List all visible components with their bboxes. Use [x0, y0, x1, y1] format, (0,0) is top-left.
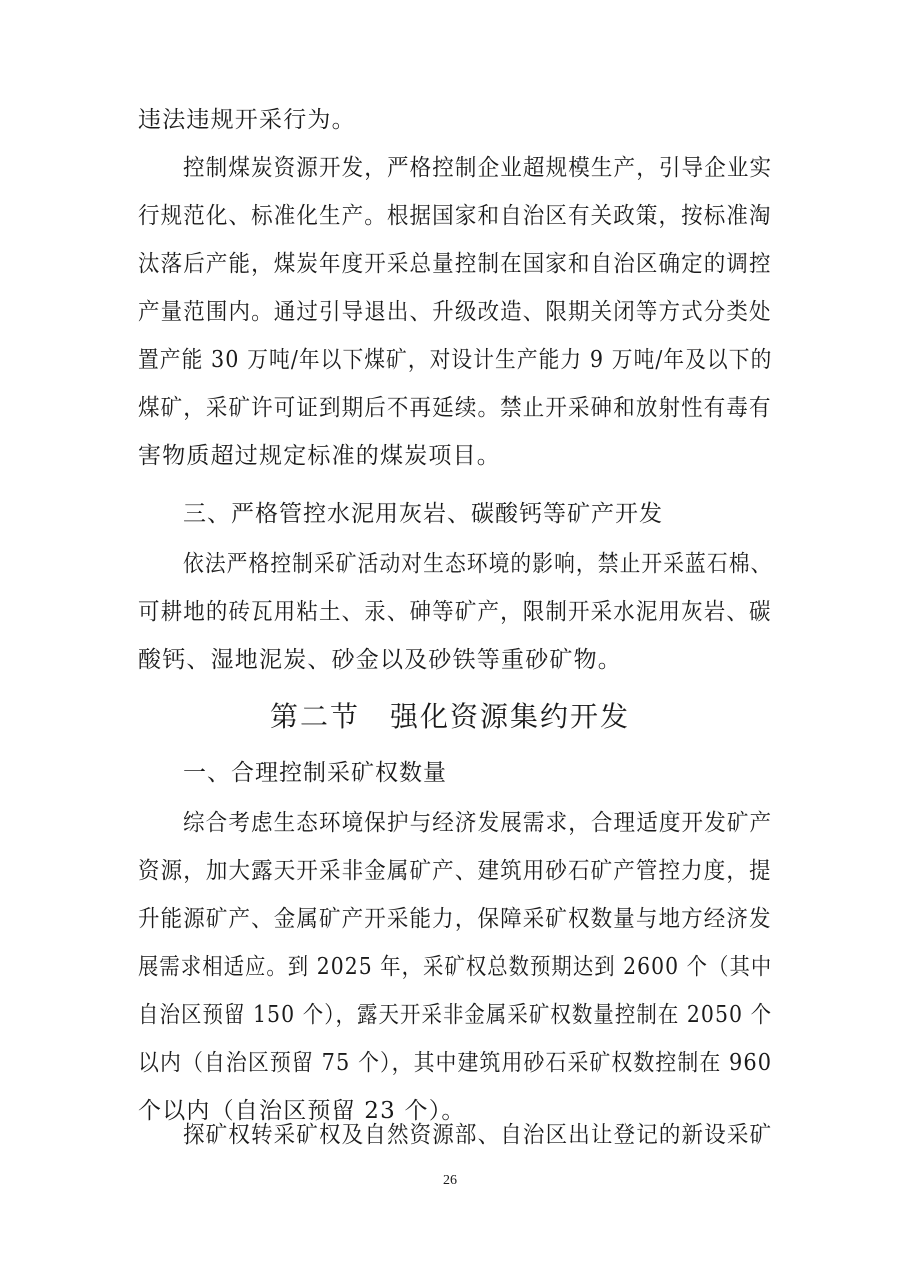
text-line: 汰落后产能，煤炭年度开采总量控制在国家和自治区确定的调控 — [138, 251, 772, 277]
text-line: 资源，加大露天开采非金属矿产、建筑用砂石矿产管控力度，提 — [138, 858, 772, 884]
text-line: 违法违规开采行为。 — [138, 107, 356, 133]
text-line: 综合考虑生态环境保护与经济发展需求，合理适度开发矿产 — [183, 810, 773, 836]
text-line: 煤矿，采矿许可证到期后不再延续。禁止开采砷和放射性有毒有 — [138, 395, 772, 421]
text-line: 个以内（自治区预留 23 个）。 — [138, 1098, 466, 1124]
text-line: 产量范围内。通过引导退出、升级改造、限期关闭等方式分类处 — [138, 299, 772, 325]
text-line: 行规范化、标准化生产。根据国家和自治区有关政策，按标准淘 — [138, 203, 772, 229]
text-line: 酸钙、湿地泥炭、砂金以及砂铁等重砂矿物。 — [138, 647, 622, 673]
page-number: 26 — [443, 1173, 457, 1188]
section-title: 第二节 强化资源集约开发 — [269, 700, 630, 733]
text-line: 探矿权转采矿权及自然资源部、自治区出让登记的新设采矿 — [183, 1122, 773, 1148]
text-line: 害物质超过规定标准的煤炭项目。 — [138, 443, 501, 469]
text-line: 置产能 30 万吨/年以下煤矿，对设计生产能力 9 万吨/年及以下的 — [138, 347, 773, 373]
subsection-heading: 三、严格管控水泥用灰岩、碳酸钙等矿产开发 — [183, 501, 663, 527]
text-line: 控制煤炭资源开发，严格控制企业超规模生产，引导企业实 — [183, 155, 773, 181]
text-line: 可耕地的砖瓦用粘土、汞、砷等矿产，限制开采水泥用灰岩、碳 — [138, 599, 772, 625]
text-line: 展需求相适应。到 2025 年，采矿权总数预期达到 2600 个（其中 — [138, 954, 773, 980]
text-line: 以内（自治区预留 75 个），其中建筑用砂石采矿权数控制在 960 — [138, 1050, 773, 1076]
text-line: 自治区预留 150 个），露天开采非金属采矿权数量控制在 2050 个 — [138, 1002, 773, 1028]
text-line: 依法严格控制采矿活动对生态环境的影响，禁止开采蓝石棉、 — [183, 551, 773, 577]
subsection-heading: 一、合理控制采矿权数量 — [183, 760, 447, 786]
text-line: 升能源矿产、金属矿产开采能力，保障采矿权数量与地方经济发 — [138, 906, 772, 932]
